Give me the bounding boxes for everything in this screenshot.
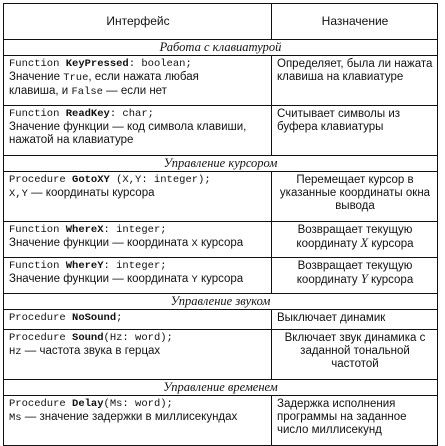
description-line: [9, 345, 267, 359]
section-row: [4, 40, 438, 56]
desc-text: курсора: [197, 273, 244, 285]
reference-page: [3, 3, 440, 439]
description-line: [9, 85, 267, 99]
purpose-text: Возвращает текущую координату: [296, 260, 413, 286]
signature-rest: : char;: [109, 108, 154, 120]
signature: [9, 332, 267, 345]
interface-cell: [4, 222, 272, 258]
function-name: WhereX: [65, 224, 104, 236]
purpose-axis: Y: [360, 272, 368, 286]
desc-code: X,Y: [9, 188, 28, 200]
description: Значение функции — код символа клавиши, нажатой на клавиатуре: [9, 121, 247, 146]
purpose-cell: Перемещает курсор в указанные координаты окна вывода: [272, 172, 438, 222]
keyword: Procedure: [9, 174, 73, 186]
function-name: Sound: [72, 332, 104, 344]
signature: [9, 398, 267, 411]
purpose-cell: Определяет, была ли нажата клавиша на клавиатуре: [272, 56, 438, 106]
purpose-text: Возвращает текущую координату: [296, 224, 413, 250]
table-row: [4, 106, 438, 156]
signature: [9, 174, 267, 187]
signature-rest: : integer;: [103, 260, 167, 272]
desc-text: — координаты курсора: [27, 187, 155, 199]
function-name: KeyPressed: [65, 58, 129, 70]
desc-code: True: [63, 72, 89, 84]
desc-text: Значение функции — координата: [9, 273, 192, 285]
desc-code: X: [191, 238, 198, 250]
purpose-cell: [272, 222, 438, 258]
desc-text: — частота звука в герцах: [21, 345, 161, 357]
signature-rest: ;: [116, 312, 123, 324]
section-cursor: Управление курсором: [4, 156, 438, 172]
interface-cell: [4, 258, 272, 294]
interface-cell: [4, 310, 272, 330]
keyword: Function: [9, 224, 66, 236]
desc-text: — значение задержки в миллисекундах: [21, 411, 238, 423]
purpose-cell: [272, 258, 438, 294]
header-purpose: Назначение: [272, 4, 438, 40]
keyword: Function: [9, 260, 66, 272]
header-interface: Интерфейс: [4, 4, 272, 40]
keyword: Function: [9, 58, 66, 70]
section-time: Управление временем: [4, 380, 438, 396]
section-row: [4, 380, 438, 396]
desc-text: Значение: [9, 71, 64, 83]
signature: [9, 58, 267, 71]
purpose-text: курсора: [368, 238, 414, 250]
crt-module-table: [3, 3, 438, 446]
signature: [9, 312, 267, 325]
table-row: [4, 310, 438, 330]
desc-code: Y: [191, 274, 198, 286]
keyword: Procedure: [9, 332, 73, 344]
purpose-text: курсора: [367, 274, 414, 286]
keyword: Procedure: [9, 398, 73, 410]
desc-code: False: [71, 86, 103, 98]
interface-cell: [4, 106, 272, 156]
function-name: WhereY: [65, 260, 104, 272]
table-row: [4, 56, 438, 106]
section-row: [4, 294, 438, 310]
desc-text: клавиша, и: [9, 85, 72, 97]
interface-cell: [4, 396, 272, 446]
table-row: [4, 258, 438, 294]
purpose-axis: X: [360, 236, 369, 250]
function-name: Delay: [72, 398, 104, 410]
interface-cell: [4, 56, 272, 106]
signature-rest: (Ms: word);: [103, 398, 173, 410]
section-sound: Управление звуком: [4, 294, 438, 310]
purpose-cell: Включает звук динамика с заданной тональной частотой: [272, 330, 438, 380]
signature: [9, 260, 267, 273]
purpose-cell: Считывает символы из буфера клавиатуры: [272, 106, 438, 156]
desc-code: Ms: [9, 412, 22, 424]
desc-text: Значение функции — координата: [9, 237, 192, 249]
description-line: [9, 187, 267, 201]
desc-text: — если нет: [102, 85, 167, 97]
signature: [9, 224, 267, 237]
description-line: [9, 411, 267, 425]
interface-cell: [4, 330, 272, 380]
purpose-cell: Выключает динамик: [272, 310, 438, 330]
table-row: [4, 330, 438, 380]
signature-rest: : boolean;: [128, 58, 192, 70]
description-line: [9, 71, 267, 85]
signature-rest: (Hz: word);: [103, 332, 173, 344]
section-keyboard: Работа с клавиатурой: [4, 40, 438, 56]
signature-rest: (X,Y: integer);: [109, 174, 211, 186]
description-line: [9, 273, 267, 287]
table-row: [4, 172, 438, 222]
desc-code: Hz: [9, 346, 22, 358]
function-name: GotoXY: [72, 174, 110, 186]
signature: [9, 108, 267, 121]
table-row: [4, 396, 438, 446]
description-line: [9, 237, 267, 251]
header-row: [4, 4, 438, 40]
function-name: ReadKey: [65, 108, 110, 120]
table-row: [4, 222, 438, 258]
function-name: NoSound: [72, 312, 117, 324]
interface-cell: [4, 172, 272, 222]
keyword: Function: [9, 108, 66, 120]
keyword: Procedure: [9, 312, 73, 324]
desc-text: , если нажата любая: [88, 71, 199, 83]
section-row: [4, 156, 438, 172]
signature-rest: : integer;: [103, 224, 167, 236]
purpose-cell: Задержка исполнения программы на заданное число миллисекунд: [272, 396, 438, 446]
desc-text: курсора: [197, 237, 244, 249]
